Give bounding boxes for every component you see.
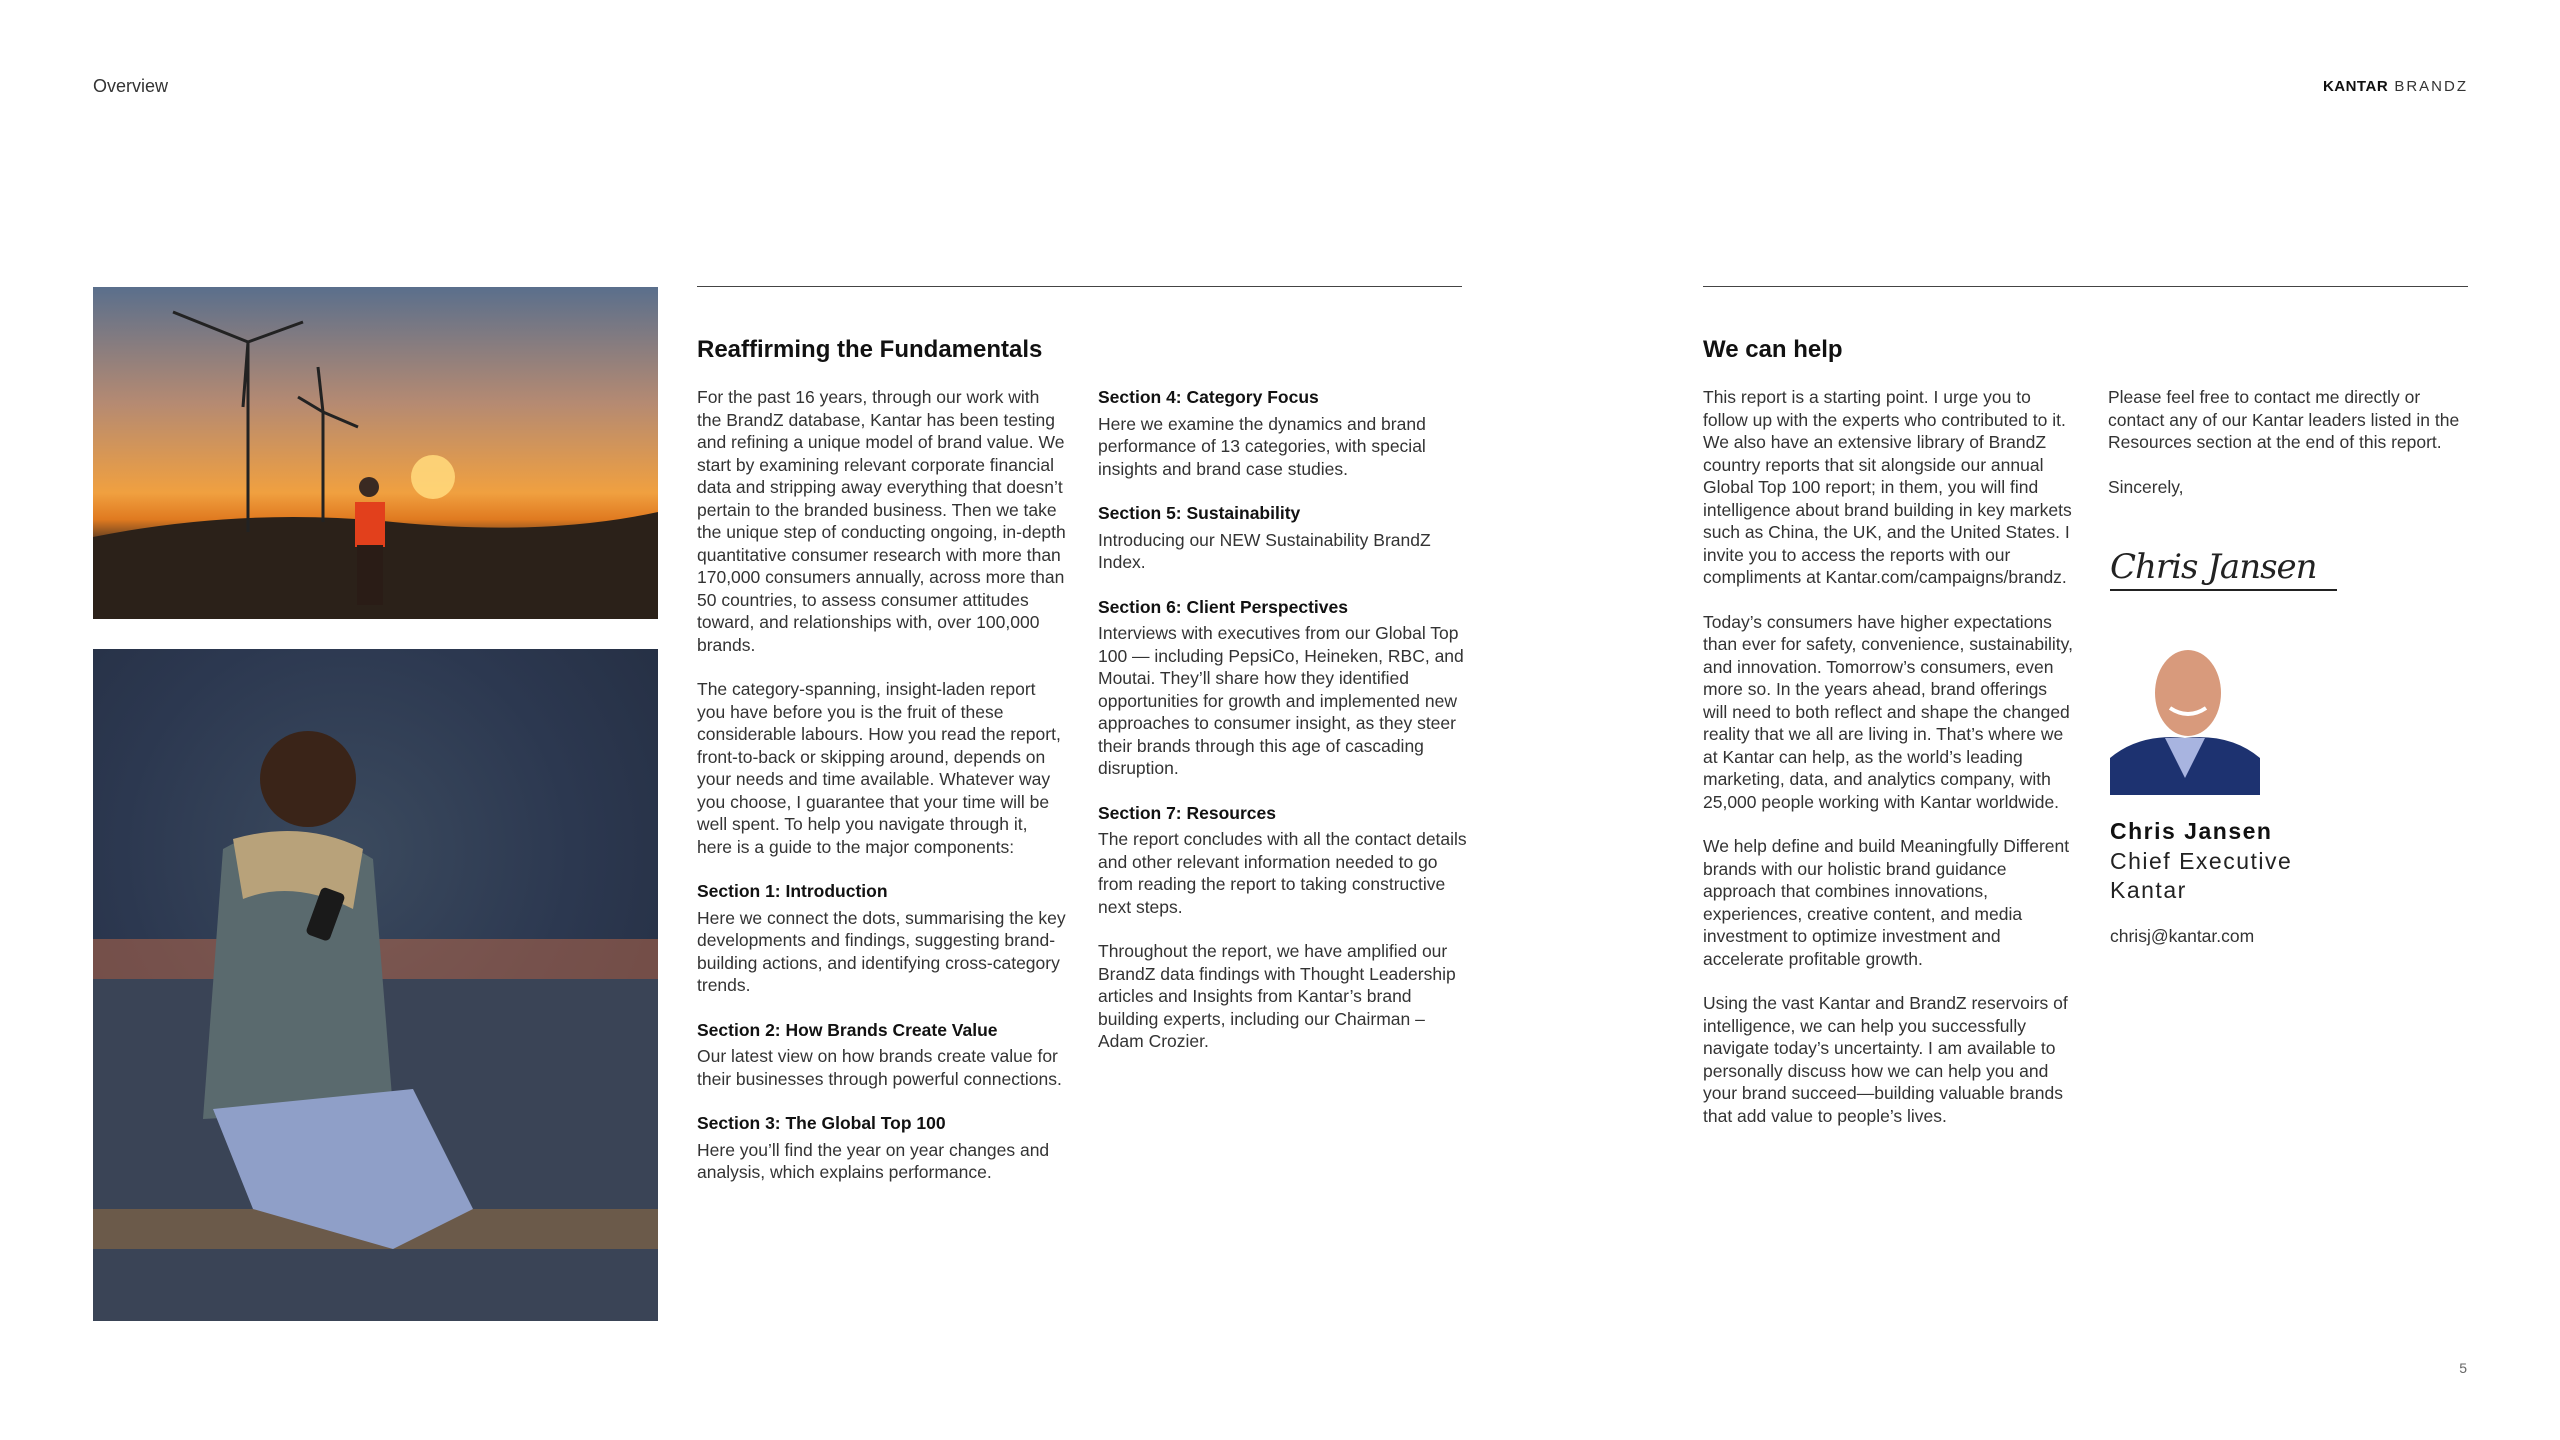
section-text: Here you’ll find the year on year changes and analysis, which explains performance. bbox=[697, 1139, 1050, 1182]
divider-right bbox=[1703, 286, 2468, 287]
section-text: Our latest view on how brands create value for their businesses through powerful connections. bbox=[697, 1046, 1062, 1089]
article-title: We can help bbox=[1703, 336, 1843, 363]
section-entry bbox=[1098, 386, 1468, 480]
section-entry bbox=[697, 880, 1067, 997]
article-title: Reaffirming the Fundamentals bbox=[697, 336, 1043, 363]
paragraph: Using the vast Kantar and BrandZ reservoirs of intelligence, we can help you successfully navigate today’s uncertainty. I am available to personally discuss how we can help you and your brand succeed—building valuable brands that add value to people’s lives. bbox=[1703, 993, 2068, 1126]
article-column-1 bbox=[697, 386, 1067, 1206]
paragraph: For the past 16 years, through our work with the BrandZ database, Kantar has been testing and refining a unique model of brand value. We start by examining relevant corporate financial data and stripping away everything that doesn’t pertain to the branded business. Then we take the unique step of conducting ongoing, in-depth quantitative consumer research with more than 170,000 consumers annually, across more than 50 countries, to assess consumer attitudes toward, and relationships with, over 100,000 brands. bbox=[697, 387, 1066, 655]
logo-product: BRANDZ bbox=[2394, 78, 2468, 95]
section-text: Introducing our NEW Sustainability BrandZ Index. bbox=[1098, 529, 1431, 572]
section-entry bbox=[697, 1112, 1067, 1184]
section-title: Section 7: Resources bbox=[1098, 802, 1276, 823]
section-text: Here we examine the dynamics and brand performance of 13 categories, with special insights and brand case studies. bbox=[1098, 413, 1426, 479]
contact-paragraph: Please feel free to contact me directly or contact any of our Kantar leaders listed in the Resources section at the end of this report. bbox=[2108, 387, 2460, 452]
section-entry bbox=[1098, 596, 1468, 780]
paragraph: The category-spanning, insight-laden report you have before you is the fruit of these considerable labours. How you read the report, front-to-back or skipping around, depends on your needs and time available. Whatever way you choose, I guarantee that your time will be well spent. To help you navigate through it, here is a guide to the major components: bbox=[697, 679, 1061, 857]
section-title: Section 4: Category Focus bbox=[1098, 387, 1319, 407]
section-text: Here we connect the dots, summarising the key developments and findings, suggesting brand-building actions, and identifying cross-category trends. bbox=[697, 907, 1066, 995]
section-text: Interviews with executives from our Global Top 100 — including PepsiCo, Heineken, RBC, and Moutai. They’ll share how they identified opportunities for growth and implemented new approaches to consumer insight, as they steer their brands through this age of cascading disruption. bbox=[1098, 623, 1464, 778]
section-text: The report concludes with all the contact details and other relevant information needed to go from reading the report to taking constructive next steps. bbox=[1098, 829, 1467, 917]
ceo-title: Chief Executive bbox=[2110, 848, 2293, 874]
man-with-phone-photo bbox=[93, 649, 658, 1321]
section-title: Section 1: Introduction bbox=[697, 881, 888, 901]
kantar-brandz-logo bbox=[2323, 78, 2468, 95]
signoff: Sincerely, bbox=[2108, 476, 2184, 497]
section-entry bbox=[1098, 802, 1468, 919]
signature: Chris Jansen bbox=[2110, 545, 2337, 591]
letter-column-1 bbox=[1703, 386, 2073, 1149]
letter-column-2 bbox=[2108, 386, 2473, 520]
section-title: Section 6: Client Perspectives bbox=[1098, 596, 1348, 617]
page-number: 5 bbox=[2459, 1360, 2467, 1376]
ceo-email-link[interactable]: chrisj@kantar.com bbox=[2110, 926, 2255, 946]
wind-turbines-photo bbox=[93, 287, 658, 619]
ceo-portrait bbox=[2110, 638, 2260, 795]
section-label: Overview bbox=[93, 76, 169, 96]
ceo-company: Kantar bbox=[2110, 877, 2187, 903]
divider-left bbox=[697, 286, 1462, 287]
section-title: Section 5: Sustainability bbox=[1098, 503, 1301, 523]
paragraph: We help define and build Meaningfully Different brands with our holistic brand guidance approach that combines innovations, experiences, creative content, and media investment to optimize investment and accelerate profitable growth. bbox=[1703, 836, 2070, 969]
section-title: Section 3: The Global Top 100 bbox=[697, 1113, 946, 1133]
section-title: Section 2: How Brands Create Value bbox=[697, 1019, 998, 1040]
logo-brand: KANTAR bbox=[2322, 78, 2389, 95]
article-column-2 bbox=[1098, 386, 1468, 1075]
ceo-name: Chris Jansen bbox=[2110, 818, 2273, 844]
paragraph: Today’s consumers have higher expectations than ever for safety, convenience, sustainability, and innovation. Tomorrow’s consumers, even more so. In the years ahead, brand offerings will need to both reflect and shape the changed reality that we all are living in. That’s where we at Kantar can help, as the world’s leading marketing, data, and analytics company, with 25,000 people working with Kantar worldwide. bbox=[1703, 611, 2073, 812]
section-entry bbox=[1098, 502, 1468, 574]
closing-paragraph: Throughout the report, we have amplified our BrandZ data findings with Thought Leadership articles and Insights from Kantar’s brand building experts, including our Chairman – Adam Crozier. bbox=[1098, 941, 1456, 1051]
paragraph: This report is a starting point. I urge you to follow up with the experts who contributed to it. We also have an extensive library of BrandZ country reports that sit alongside our annual Global Top 100 report; in them, you will find intelligence about brand building in key markets such as China, the UK, and the United States. I invite you to access the reports with our compliments at Kantar.com/campaigns/brandz. bbox=[1703, 387, 2072, 587]
section-entry bbox=[697, 1019, 1067, 1091]
